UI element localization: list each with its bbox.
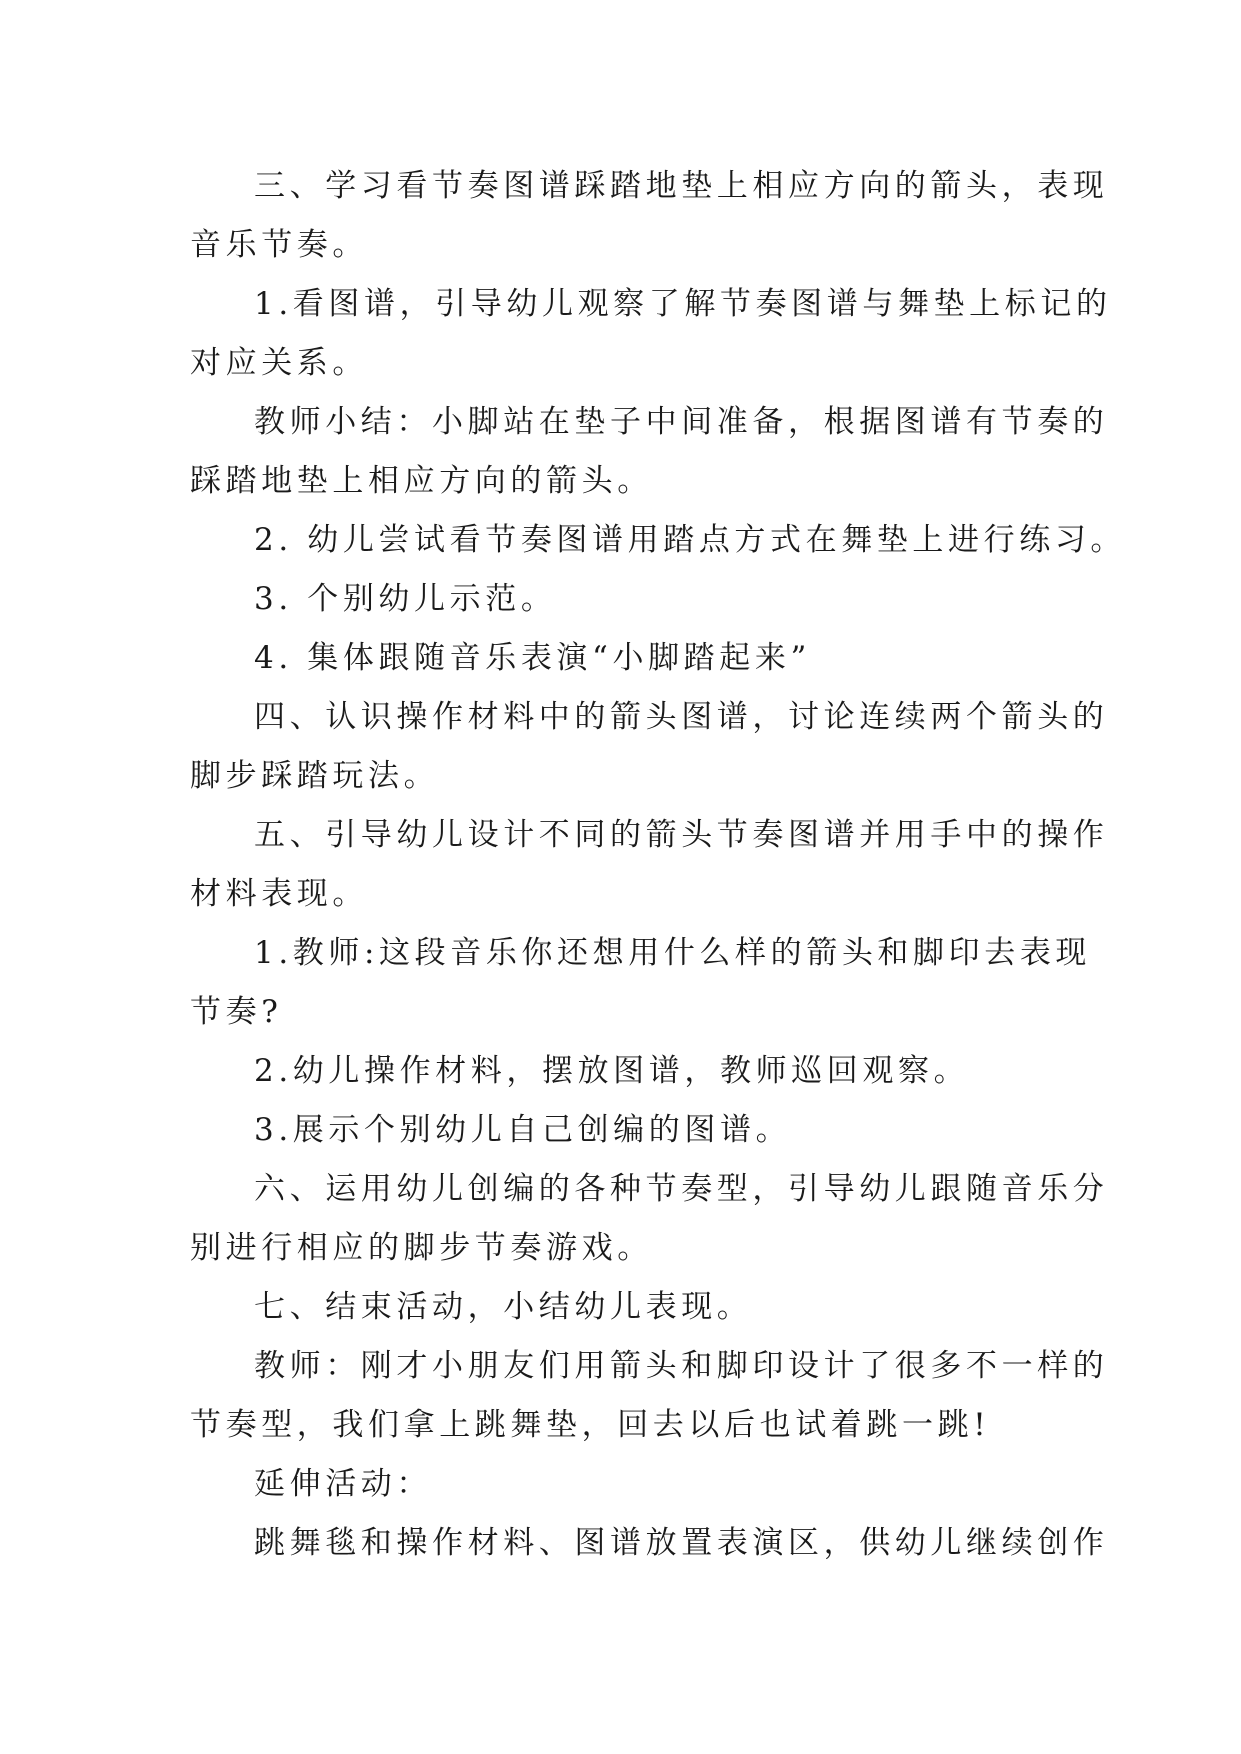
step-3-line: 3. 个别幼儿示范。 bbox=[254, 581, 557, 617]
teacher-summary-line-2: 踩踏地垫上相应方向的箭头。 bbox=[190, 463, 653, 499]
paragraph-3-1-line-2: 对应关系。 bbox=[190, 345, 368, 381]
extension-heading: 延伸活动： bbox=[254, 1466, 432, 1502]
paragraph-5-line-1: 五、引导幼儿设计不同的箭头节奏图谱并用手中的操作 bbox=[254, 817, 1109, 853]
paragraph-6-line-1: 六、运用幼儿创编的各种节奏型，引导幼儿跟随音乐分 bbox=[254, 1171, 1109, 1207]
step-4-line: 4. 集体跟随音乐表演“小脚踏起来” bbox=[254, 640, 811, 676]
paragraph-3-1-line-1: 1.看图谱，引导幼儿观察了解节奏图谱与舞垫上标记的 bbox=[254, 286, 1112, 322]
step-2-line: 2. 幼儿尝试看节奏图谱用踏点方式在舞垫上进行练习。 bbox=[254, 522, 1127, 558]
paragraph-5-line-2: 材料表现。 bbox=[190, 876, 368, 912]
paragraph-3-line-2: 音乐节奏。 bbox=[190, 227, 368, 263]
paragraph-7-line: 七、结束活动，小结幼儿表现。 bbox=[254, 1289, 753, 1325]
paragraph-5-3-line: 3.展示个别幼儿自己创编的图谱。 bbox=[254, 1112, 792, 1148]
extension-line: 跳舞毯和操作材料、图谱放置表演区，供幼儿继续创作 bbox=[254, 1525, 1109, 1561]
paragraph-4-line-2: 脚步踩踏玩法。 bbox=[190, 758, 440, 794]
paragraph-3-line-1: 三、学习看节奏图谱踩踏地垫上相应方向的箭头，表现 bbox=[254, 168, 1109, 204]
teacher-closing-line-2: 节奏型，我们拿上跳舞垫，回去以后也试着跳一跳! bbox=[190, 1407, 991, 1443]
paragraph-5-1-line-1: 1.教师:这段音乐你还想用什么样的箭头和脚印去表现 bbox=[254, 935, 1092, 971]
teacher-summary-line-1: 教师小结：小脚站在垫子中间准备，根据图谱有节奏的 bbox=[254, 404, 1109, 440]
paragraph-4-line-1: 四、认识操作材料中的箭头图谱，讨论连续两个箭头的 bbox=[254, 699, 1109, 735]
paragraph-5-1-line-2: 节奏? bbox=[190, 994, 283, 1030]
teacher-closing-line-1: 教师：刚才小朋友们用箭头和脚印设计了很多不一样的 bbox=[254, 1348, 1109, 1384]
paragraph-6-line-2: 别进行相应的脚步节奏游戏。 bbox=[190, 1230, 653, 1266]
paragraph-5-2-line: 2.幼儿操作材料，摆放图谱，教师巡回观察。 bbox=[254, 1053, 970, 1089]
